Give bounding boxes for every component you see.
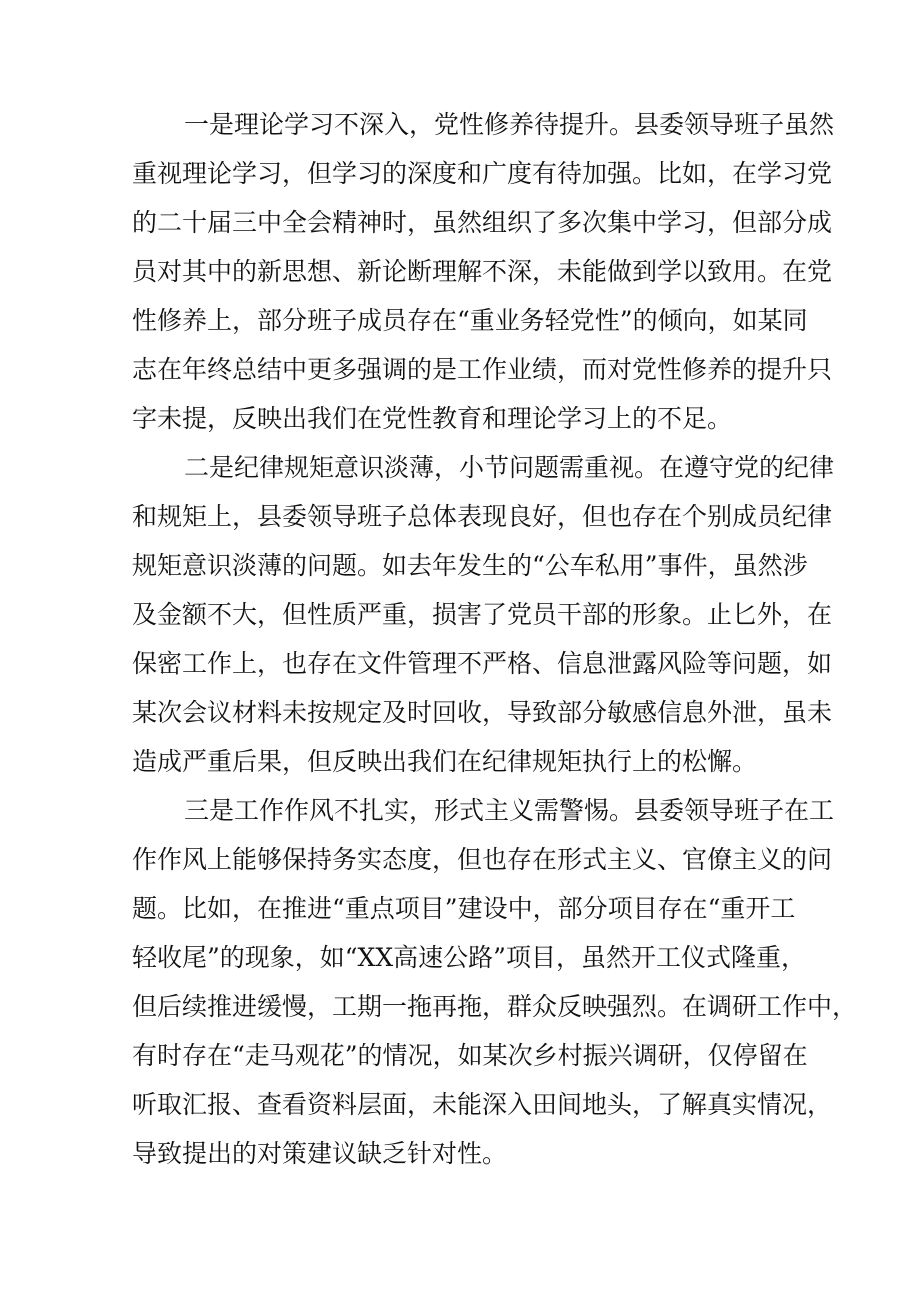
paragraph-line: 员对其中的新思想、新论断理解不深，未能做到学以致用。在党: [132, 257, 833, 286]
paragraph-line: 某次会议材料未按规定及时回收，导致部分敏感信息外泄，虽未: [132, 698, 833, 727]
paragraph-line: 及金额不大，但性质严重，损害了党员干部的形象。止匕外，在: [132, 600, 833, 629]
paragraph-2: [132, 443, 835, 786]
paragraph-line: 三是工作作风不扎实，形式主义需警惕。县委领导班子在工: [184, 796, 835, 825]
paragraph-line: 轻收尾”的现象，如“XX高速公路”项目，虽然开工仪式隆重，: [132, 943, 806, 972]
paragraph-line: 字未提，反映出我们在党性教育和理论学习上的不足。: [132, 404, 733, 433]
document-body: [132, 100, 858, 1178]
paragraph-line: 的二十届三中全会精神时，虽然组织了多次集中学习，但部分成: [132, 208, 833, 237]
paragraph-line: 二是纪律规矩意识淡薄，小节问题需重视。在遵守党的纪律: [184, 453, 835, 482]
paragraph-line: 保密工作上，也存在文件管理不严格、信息泄露风险等问题，如: [132, 649, 833, 678]
paragraph-line: 有时存在“走马观花”的情况，如某次乡村振兴调研，仅停留在: [132, 1041, 808, 1070]
paragraph-line: 和规矩上，县委领导班子总体表现良好，但也存在个别成员纪律: [132, 502, 833, 531]
paragraph-line: 性修养上，部分班子成员存在“重业务轻党性”的倾向，如某同: [132, 306, 808, 335]
paragraph-line: 题。比如，在推进“重点项目”建设中，部分项目存在“重开工: [132, 894, 796, 923]
paragraph-line: 但后续推进缓慢，工期一拖再拖，群众反映强烈。在调研工作中，: [132, 992, 858, 1021]
paragraph-line: 志在年终总结中更多强调的是工作业绩，而对党性修养的提升只: [132, 355, 833, 384]
paragraph-line: 造成严重后果，但反映出我们在纪律规矩执行上的松懈。: [132, 747, 758, 776]
paragraph-line: 重视理论学习，但学习的深度和广度有待加强。比如，在学习党: [132, 159, 833, 188]
paragraph-line: 导致提出的对策建议缺乏针对性。: [132, 1139, 508, 1168]
paragraph-line: 作作风上能够保持务实态度，但也存在形式主义、官僚主义的问: [132, 845, 833, 874]
paragraph-line: 一是理论学习不深入，党性修养待提升。县委领导班子虽然: [184, 110, 835, 139]
paragraph-line: 听取汇报、查看资料层面，未能深入田间地头，了解真实情况，: [132, 1090, 833, 1119]
paragraph-3: [132, 786, 858, 1178]
paragraph-1: [132, 100, 835, 443]
paragraph-line: 规矩意识淡薄的问题。如去年发生的“公车私用”事件，虽然涉: [132, 551, 808, 580]
